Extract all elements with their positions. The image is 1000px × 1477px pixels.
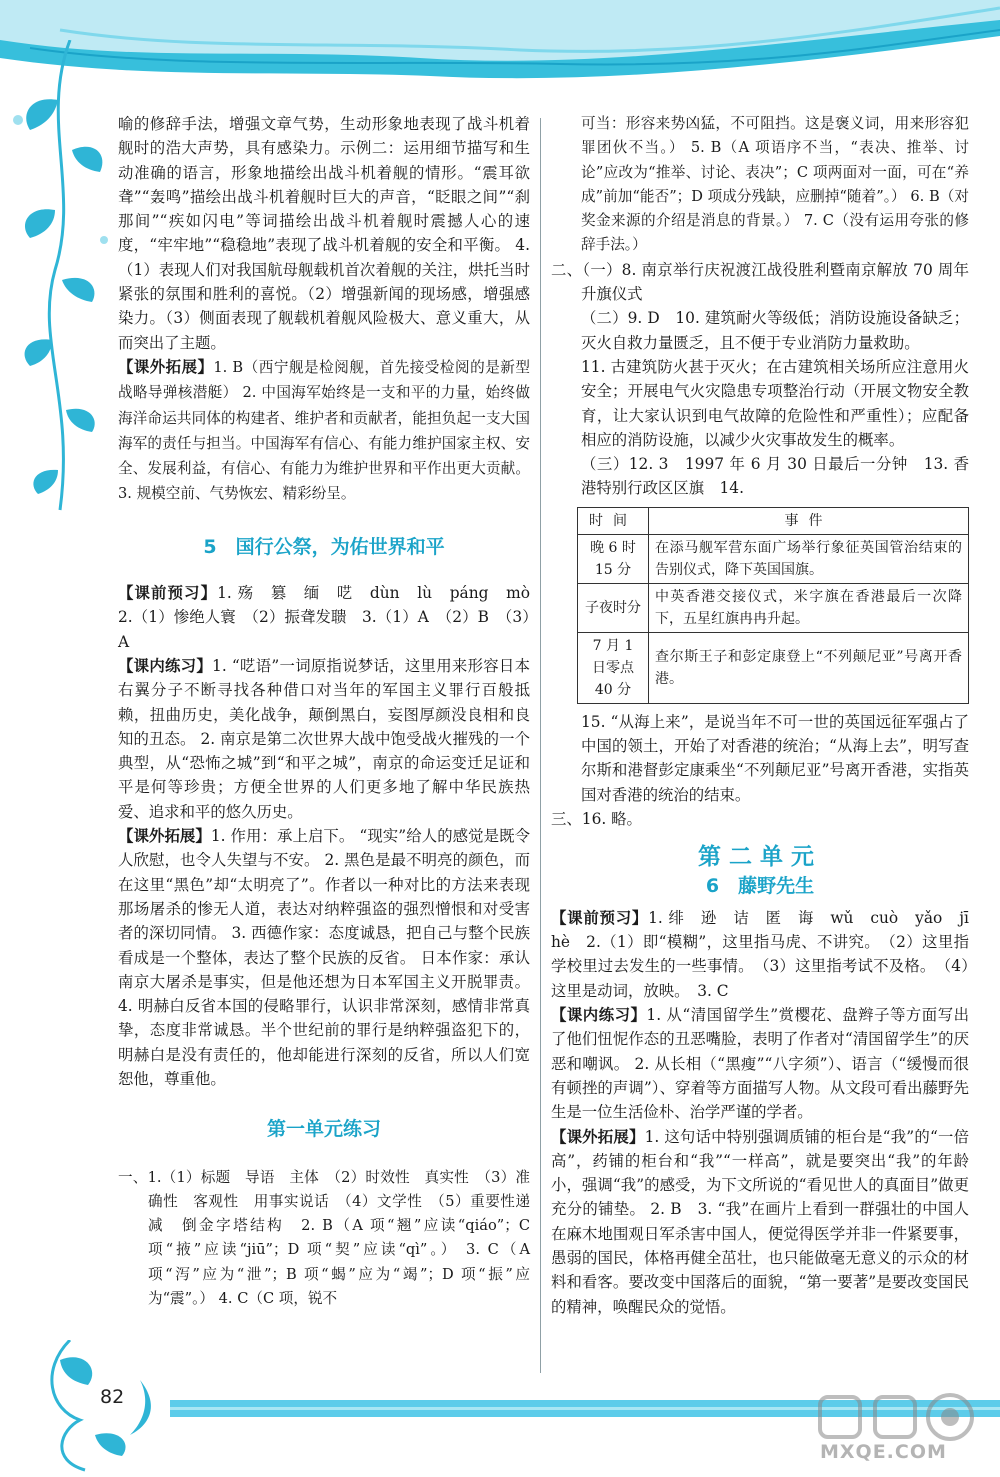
- lesson-title: 6 藤野先生: [705, 874, 815, 897]
- table-cell-event: 中英香港交接仪式，米字旗在香港最后一次降下，五星红旗冉冉升起。: [649, 583, 969, 632]
- watermark-text: MXQE.COM: [820, 1441, 947, 1463]
- watermark-logo-icon: [810, 1383, 985, 1443]
- table-cell-event: 查尔斯王子和彭定康登上“不列颠尼亚”号离开香港。: [649, 632, 969, 703]
- paragraph: 15. “从海上来”，是说当年不可一世的英国远征军强占了中国的领土，开始了对香港的统治；“从海上去”，明写查尔斯和港督彭定康乘坐“不列颠尼亚”号离开香港，实指英国对香港的统治的结束。: [581, 712, 969, 804]
- paragraph-text: 1. “呓语”一词原指说梦话，这里用来形容日本右翼分子不断寻找各种借口对当年的军国主义罪行百般抵赖，扭曲历史，美化战争，颠倒黑白，妄图厚颜没良相和良知的丑态。 2. 南京是第二次世界大战中饱受战火摧残的一个典型，从“恐怖之城”到“和平之城”，南京的命运变迁足证和平是何等珍贵；方便全世界的人们更多地了解中华民族热爱、追求和平的悠久历史。: [118, 656, 530, 821]
- section-tag: 【课外拓展】: [118, 357, 214, 376]
- unit-title: 第二单元: [698, 844, 822, 871]
- top-wave-decoration: [0, 0, 1000, 110]
- paragraph: [551, 906, 985, 1003]
- paragraph: （二）9. D 10. 建筑耐火等级低；消防设施设备缺乏；灭火自救力量匮乏，且不便于专业消防力量救助。: [581, 309, 969, 352]
- paragraph-text: 1. 作用：承上启下。 “现实”给人的感觉是既令人欣慰，也令人失望与不安。 2. 黑色是最不明亮的颜色，而在这里“黑色”却“太明亮了”。作者以一种对比的方法来表现那场屠杀的惨无人道，表达对纳粹强盗的强烈憎恨和对受害者的深切同情。 3. 西德作家：态度诚恳，把自己与整个民族看成是一个整体，表达了整个民族的反省。 日本作家：承认南京大屠杀是事实，但是他还想为日本军国主义开脱罪责。 4. 明赫白反省本国的侵略罪行，认识非常深刻，感情非常真挚，态度非常诚恳。半个世纪前的罪行是纳粹强盗犯下的，明赫白是没有责任的，他却能进行深刻的反省，所以人们宽恕他，尊重他。: [118, 827, 530, 1088]
- paragraph: [118, 355, 530, 507]
- right-column: [551, 112, 985, 1319]
- paragraph-text: 1. 绯 逊 诘 匿 诲 wǔ cuò yǎo jī hè 2.（1）即“模糊”，这里指马虎、不讲究。 （2）这里指学校里过去发生的一些事情。 （3）这里指考试不及格。 （4）这里是动词，放映。 3. C: [551, 908, 985, 1000]
- paragraph: （三）12. 3 1997 年 6 月 30 日最后一分钟 13. 香港特别行政区区旗 14.: [581, 455, 969, 498]
- paragraph: 喻的修辞手法，增强文章气势，生动形象地表现了战斗机着舰时的浩大声势，具有感染力。示例二：运用细节描写和生动准确的语言，形象地描绘出战斗机着舰的情形。“震耳欲聋”“轰鸣”描绘出战斗机着舰时巨大的声音，“眨眼之间”“刹那间”“疾如闪电”等词描绘出战斗机着舰时震撼人心的速度，“牢牢地”“稳稳地”表现了战斗机着舰的安全和平衡。 4.（1）表现人们对我国航母舰载机首次着舰的关注，烘托当时紧张的氛围和胜利的喜悦。（2）增强新闻的现场感，增强感染力。（3）侧面表现了舰载机着舰风险极大、意义重大，从而突出了主题。: [118, 115, 530, 352]
- paragraph-text: （一）8. 南京举行庆祝渡江战役胜利暨南京解放 70 周年升旗仪式: [581, 260, 969, 304]
- paragraph-text: 1. 从“清国留学生”赏樱花、盘辫子等方面写出了他们忸怩作态的丑恶嘴脸，表明了作者对“清国留学生”的厌恶和嘲讽。 2. 从长相（“黑瘦”“八字须”）、语言（“缓慢而很有顿挫的声调”）、穿着等方面描写人物。从文段可看出藤野先生是一位生活俭朴、治学严谨的学者。: [551, 1006, 969, 1122]
- paragraph: [118, 581, 546, 654]
- column-divider: [540, 118, 541, 1373]
- paragraph: [118, 824, 530, 1091]
- vine-decoration: [0, 40, 120, 520]
- table-header: 事件: [649, 507, 969, 534]
- table-cell-time: 子夜时分: [578, 583, 649, 632]
- section-tag: 【课外拓展】: [118, 827, 211, 846]
- left-column: [118, 112, 546, 1311]
- table-header-row: [578, 507, 969, 534]
- table-row: [578, 583, 969, 632]
- section-tag: 【课内练习】: [551, 1006, 647, 1025]
- section-tag: 【课外拓展】: [551, 1127, 645, 1146]
- section-tag: 【课前预习】: [118, 584, 218, 603]
- table-cell-time: 晚 6 时 15 分: [578, 534, 649, 583]
- table-row: [578, 632, 969, 703]
- table-row: [578, 534, 969, 583]
- paragraph: [551, 1125, 969, 1319]
- table-cell-event: 在添马舰军营东面广场举行象征英国管治结束的告别仪式，降下英国国旗。: [649, 534, 969, 583]
- paragraph-text: 1. B（西宁舰是检阅舰，首先接受检阅的是新型战略导弹核潜艇） 2. 中国海军始终是一支和平的力量，始终做海洋命运共同体的构建者、维护者和贡献者，能担负起一支大国海军的责任与担当。中国海军有信心、有能力维护国家主权、安全、发展利益，有信心、有能力为维护世界和平作出更大贡献。 3. 规模空前、气势恢宏、精彩纷呈。: [118, 358, 530, 503]
- paragraph: [551, 1003, 969, 1124]
- item-number: 一、: [118, 1168, 148, 1186]
- paragraph-text: 1. 殇 篡 缅 呓 dùn lù páng mò 2.（1）惨绝人寰 （2）振聋发聩 3.（1）A （2）B （3）A: [118, 584, 546, 651]
- table-cell-time: 7 月 1 日零点 40 分: [578, 632, 649, 703]
- paragraph: 可当：形容来势凶猛，不可阻挡。这是褒义词，用来形容犯罪团伙不当。） 5. B（A 项语序不当，“表决、推举、讨论”应改为“推举、讨论、表决”；C 项两面对一面，可在“养成”前加“能否”；D 项成分残缺，应删掉“随着”。） 6. B（对奖金来源的介绍是消息的背景。） 7. C（没有运用夸张的修辞手法。）: [581, 115, 969, 254]
- page-number: 82: [100, 1386, 125, 1408]
- paragraph: 三、16. 略。: [551, 809, 642, 828]
- paragraph: [118, 1166, 530, 1312]
- section-tag: 【课内练习】: [118, 656, 213, 675]
- item-number: 二、: [551, 260, 583, 279]
- paragraph: 11. 古建筑防火甚于灭火；在古建筑相关场所应注意用火安全；开展电气火灾隐患专项整治行动（开展文物安全教育，让大家认识到电气故障的危险性和严重性）；应配备相应的消防设施，以减少火灾事故发生的概率。: [581, 357, 969, 449]
- watermark-logo: [810, 1383, 985, 1467]
- paragraph: [118, 654, 530, 824]
- events-table: [577, 507, 969, 704]
- section-tag: 【课前预习】: [551, 908, 649, 927]
- paragraph-text: 1. 这句话中特别强调质铺的柜台是“我”的“一倍高”，药铺的柜台和“我”“一样高”，就是要突出“我”的年龄小，强调“我”的感受，为下文所说的“看见世人的真面目”做更充分的铺垫。 2. B 3. “我”在画片上看到一群强壮的中国人在麻木地围观日军杀害中国人，便觉得医学并非一件紧要事，愚弱的国民，体格再健全茁壮，也只能做毫无意义的示众的材料和看客。要改变中国落后的面貌，“第一要著”是要改变国民的精神，唤醒民众的觉悟。: [551, 1127, 969, 1316]
- unit-exercise-title: 第一单元练习: [266, 1118, 381, 1141]
- lesson-title: 5 国行公祭，为佑世界和平: [203, 535, 445, 558]
- table-header: 时间: [578, 507, 649, 534]
- paragraph: [551, 258, 969, 307]
- paragraph-text: 1.（1）标题 导语 主体 （2）时效性 真实性 （3）准确性 客观性 用事实说话 （4）文学性 （5）重要性递减 倒金字塔结构 2. B（A 项“翘”应读“qiáo”；C 项“掖”应读“jiū”；D 项“契”应读“qì”。） 3. C（A 项“泻”应为“泄”；B 项“蝎”应为“竭”；D 项“振”应为“震”。） 4. C（C 项，锐不: [147, 1168, 530, 1308]
